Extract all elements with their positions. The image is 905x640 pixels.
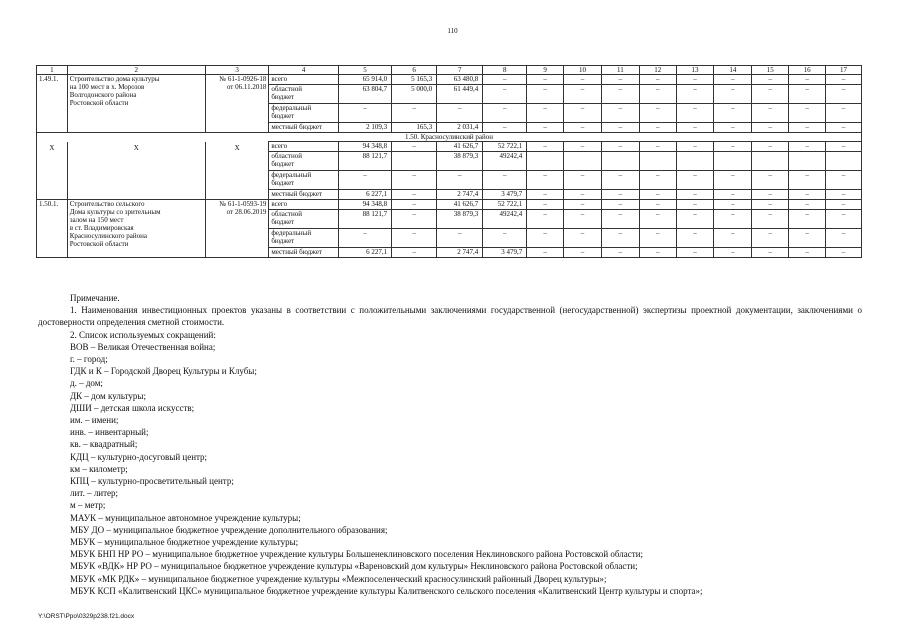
column-header: 17 xyxy=(826,66,862,75)
cell-c16: – xyxy=(789,171,826,190)
cell-c15: – xyxy=(752,75,789,85)
cell-c6: – xyxy=(392,200,437,210)
cell-c14: – xyxy=(714,104,752,123)
cell-c13: – xyxy=(676,85,714,104)
abbreviation-item: ДШИ – детская школа искусств; xyxy=(70,402,195,413)
cell-c12: – xyxy=(639,229,676,248)
cell-c15: – xyxy=(752,123,789,133)
funding-source xyxy=(269,190,339,200)
cell-c11: – xyxy=(601,210,639,229)
funding-source-line: областной xyxy=(271,210,302,218)
cell-c9: – xyxy=(527,85,564,104)
cell-c9: – xyxy=(527,200,564,210)
column-header: 4 xyxy=(269,66,339,75)
cell-c9: – xyxy=(527,75,564,85)
cell-c9: – xyxy=(527,104,564,123)
cell-c8: 52 722,1 xyxy=(483,200,527,210)
cell-c5: 94 348,8 xyxy=(338,142,391,152)
cell-c8: – xyxy=(483,104,527,123)
table-row xyxy=(37,142,862,152)
cell-c15: – xyxy=(752,248,789,258)
abbreviation-item: ВОВ – Великая Отечественная война; xyxy=(70,341,216,352)
abbreviation-item: км – километр; xyxy=(70,463,128,474)
cell-c7: 38 879,3 xyxy=(437,152,483,171)
investment-table xyxy=(36,65,862,258)
cell-c13: – xyxy=(676,171,714,190)
column-header: 1 xyxy=(37,66,68,75)
note-item-2: 2. Список используемых сокращений: xyxy=(70,329,216,340)
column-header: 14 xyxy=(714,66,752,75)
cell-c14 xyxy=(714,152,752,171)
cell-c7: – xyxy=(437,171,483,190)
cell-c9: – xyxy=(527,210,564,229)
cell-c13: – xyxy=(676,75,714,85)
funding-source xyxy=(269,248,339,258)
cell-c5: – xyxy=(338,104,391,123)
cell-c16: – xyxy=(789,123,826,133)
cell-c6 xyxy=(392,152,437,171)
cell-c17: – xyxy=(826,85,862,104)
cell-c6: 165,3 xyxy=(392,123,437,133)
cell-c5: 65 914,0 xyxy=(338,75,391,85)
cell-c17: – xyxy=(826,210,862,229)
abbreviation-item: м – метр; xyxy=(70,500,106,511)
cell-c17: – xyxy=(826,104,862,123)
notes-heading: Примечание. xyxy=(70,293,120,303)
funding-source xyxy=(269,200,339,210)
column-header: 16 xyxy=(789,66,826,75)
cell-c16: – xyxy=(789,229,826,248)
funding-source xyxy=(269,123,339,133)
project-name-line: Дома культуры со зрительным xyxy=(69,208,161,216)
cell-c9 xyxy=(527,152,564,171)
cell-c13: – xyxy=(676,190,714,200)
cell-c13: – xyxy=(676,248,714,258)
cell-c17: – xyxy=(826,171,862,190)
cell-c6: – xyxy=(392,210,437,229)
cell-c8: – xyxy=(483,75,527,85)
cell-c15: – xyxy=(752,190,789,200)
cell-c9: – xyxy=(527,123,564,133)
cell-c17: – xyxy=(826,190,862,200)
cell-c11: – xyxy=(601,171,639,190)
cell-c16: – xyxy=(789,248,826,258)
funding-source-line: областной xyxy=(271,85,302,93)
project-name-line: в ст. Владимировская xyxy=(69,224,134,232)
cell-c17: – xyxy=(826,142,862,152)
cell-c14: – xyxy=(714,85,752,104)
funding-source-line: местный бюджет xyxy=(271,123,323,131)
cell-c17: – xyxy=(826,229,862,248)
cell-c13: – xyxy=(676,104,714,123)
cell-c8: 49242,4 xyxy=(483,152,527,171)
column-header: 6 xyxy=(392,66,437,75)
cell-c16: – xyxy=(789,200,826,210)
cell-c8: 49242,4 xyxy=(483,210,527,229)
cell-c11: – xyxy=(601,229,639,248)
cell-c14: – xyxy=(714,200,752,210)
cell-c12: – xyxy=(639,104,676,123)
funding-source-line: бюджет xyxy=(271,112,295,120)
funding-source-line: всего xyxy=(271,75,288,83)
cell-c9: – xyxy=(527,229,564,248)
cell-c11 xyxy=(601,152,639,171)
abbreviation-item: МБУК «МК РДК» – муниципальное бюджетное учреждение культуры «Межпоселенческий красносулинский районный Дворец культуры»; xyxy=(70,573,607,584)
cell-c10: – xyxy=(564,248,602,258)
abbreviation-item: КДЦ – культурно-досуговый центр; xyxy=(70,451,208,462)
project-name-line: залом на 150 мест xyxy=(69,216,124,224)
cell-c8: 3 479,7 xyxy=(483,190,527,200)
cell-c6: – xyxy=(392,229,437,248)
project-name-line: Ростовской области xyxy=(69,240,129,248)
column-header: 9 xyxy=(527,66,564,75)
cell-c6: – xyxy=(392,142,437,152)
cell-c15: – xyxy=(752,104,789,123)
cell-c17 xyxy=(826,152,862,171)
cell-c6: – xyxy=(392,104,437,123)
cell-c8: – xyxy=(483,123,527,133)
funding-source-line: федеральный xyxy=(271,229,312,237)
funding-source-line: местный бюджет xyxy=(271,190,323,198)
cell-c8: 52 722,1 xyxy=(483,142,527,152)
column-header: 8 xyxy=(483,66,527,75)
project-name-line: на 100 мест в х. Морозов xyxy=(69,83,145,91)
funding-source xyxy=(269,104,339,123)
abbreviation-item: ГДК и К – Городской Дворец Культуры и Клубы; xyxy=(70,366,257,377)
abbreviation-item: лит. – литер; xyxy=(70,488,119,499)
cell-c12: – xyxy=(639,85,676,104)
cell-c13: – xyxy=(676,123,714,133)
funding-source-line: всего xyxy=(271,142,288,150)
cell-c7: 41 626,7 xyxy=(437,200,483,210)
cell-c16: – xyxy=(789,104,826,123)
cell-c10 xyxy=(564,152,602,171)
column-header: 15 xyxy=(752,66,789,75)
abbreviation-item: им. – имени; xyxy=(70,415,119,426)
cell-c8: – xyxy=(483,171,527,190)
abbreviation-item: д. – дом; xyxy=(70,378,103,389)
cell-c10: – xyxy=(564,104,602,123)
funding-source-line: местный бюджет xyxy=(271,248,323,256)
cell-c14: – xyxy=(714,123,752,133)
cell-c5: 94 348,8 xyxy=(338,200,391,210)
cell-c8: – xyxy=(483,85,527,104)
column-header: 2 xyxy=(67,66,205,75)
document-line: от 06.11.2018 xyxy=(226,83,267,91)
cell-c14: – xyxy=(714,75,752,85)
cell-c11: – xyxy=(601,104,639,123)
note-item-1: 1. Наименования инвестиционных проектов указаны в соответствии с положительными заключениями государственной (негосударственной) экспертизы проектной документации, заключениями о достоверности определения сметной стоимости. xyxy=(38,305,862,328)
cell-c10: – xyxy=(564,123,602,133)
cell-c12: – xyxy=(639,190,676,200)
cell-c16: – xyxy=(789,85,826,104)
cell-c12: – xyxy=(639,171,676,190)
cell-c14: – xyxy=(714,142,752,152)
cell-c8: 3 479,7 xyxy=(483,248,527,258)
project-name-line: Красносулинского района xyxy=(69,232,148,240)
abbreviation-item: КПЦ – культурно-просветительный центр; xyxy=(70,476,234,487)
cell-c10: – xyxy=(564,210,602,229)
cell-c15: – xyxy=(752,200,789,210)
cell-c14: – xyxy=(714,229,752,248)
cell-c16: – xyxy=(789,142,826,152)
cell-c16: – xyxy=(789,75,826,85)
cell-c7: 2 747,4 xyxy=(437,190,483,200)
cell-c15: – xyxy=(752,210,789,229)
cell-c15: – xyxy=(752,171,789,190)
cell-c12: – xyxy=(639,142,676,152)
cell-c9: – xyxy=(527,142,564,152)
funding-source xyxy=(269,85,339,104)
column-header: 10 xyxy=(564,66,602,75)
cell-c12 xyxy=(639,152,676,171)
column-number-row xyxy=(37,66,862,75)
expertise-document xyxy=(205,200,268,258)
project-name-line: Строительство дома культуры xyxy=(69,75,160,83)
cell-c17: – xyxy=(826,123,862,133)
funding-source xyxy=(269,152,339,171)
abbreviation-item: г. – город; xyxy=(70,354,108,365)
cell-c10: – xyxy=(564,142,602,152)
project-name-line: Строительство сельского xyxy=(69,200,145,208)
x-marker: Х xyxy=(205,142,268,200)
document-line: № 61-1-0926-18 xyxy=(219,75,267,83)
funding-source xyxy=(269,210,339,229)
cell-c12: – xyxy=(639,123,676,133)
document-line: № 61-1-0593-19 xyxy=(219,200,267,208)
funding-source xyxy=(269,75,339,85)
cell-c12: – xyxy=(639,248,676,258)
cell-c6: 5 165,3 xyxy=(392,75,437,85)
project-name-line: Волгодонского района xyxy=(69,91,137,99)
abbreviation-item: кв. – квадратный; xyxy=(70,439,138,450)
project-name xyxy=(67,200,205,258)
funding-source xyxy=(269,142,339,152)
cell-c7: – xyxy=(437,229,483,248)
column-header: 12 xyxy=(639,66,676,75)
cell-c5: 63 804,7 xyxy=(338,85,391,104)
cell-c11: – xyxy=(601,75,639,85)
cell-c5: 6 227,1 xyxy=(338,248,391,258)
cell-c15: – xyxy=(752,229,789,248)
cell-c16: – xyxy=(789,190,826,200)
column-header: 3 xyxy=(205,66,268,75)
column-header: 11 xyxy=(601,66,639,75)
cell-c15: – xyxy=(752,142,789,152)
cell-c5: – xyxy=(338,171,391,190)
abbreviation-item: МБУК КСП «Калитвенский ЦКС» муниципальное бюджетное учреждение культуры Калитвенского сельского поселения «Калитвенский Центр культуры и спорта»; xyxy=(70,585,703,596)
column-header: 13 xyxy=(676,66,714,75)
cell-c13: – xyxy=(676,229,714,248)
project-number: 1.50.1. xyxy=(37,200,68,258)
cell-c13: – xyxy=(676,210,714,229)
project-name xyxy=(67,75,205,133)
cell-c14: – xyxy=(714,171,752,190)
cell-c14: – xyxy=(714,248,752,258)
project-number: 1.49.1. xyxy=(37,75,68,133)
cell-c7: 2 747,4 xyxy=(437,248,483,258)
cell-c7: 63 480,8 xyxy=(437,75,483,85)
cell-c7: 38 879,3 xyxy=(437,210,483,229)
cell-c13 xyxy=(676,152,714,171)
cell-c7: 61 449,4 xyxy=(437,85,483,104)
cell-c7: – xyxy=(437,104,483,123)
cell-c15 xyxy=(752,152,789,171)
funding-source-line: бюджет xyxy=(271,93,295,101)
funding-source xyxy=(269,171,339,190)
cell-c5: 2 109,3 xyxy=(338,123,391,133)
abbreviation-item: МБУК БНП НР РО – муниципальное бюджетное учреждение культуры Большенеклиновского поселения Неклиновского района Ростовской области; xyxy=(70,549,644,560)
funding-source-line: бюджет xyxy=(271,218,295,226)
cell-c16: – xyxy=(789,210,826,229)
cell-c6: – xyxy=(392,190,437,200)
cell-c7: 2 031,4 xyxy=(437,123,483,133)
cell-c5: – xyxy=(338,229,391,248)
file-path-footer: Y:\ORST\Ppo\0329p238.f21.docx xyxy=(38,613,135,620)
table-row xyxy=(37,200,862,210)
table-body xyxy=(37,66,862,258)
cell-c13: – xyxy=(676,200,714,210)
abbreviation-item: МАУК – муниципальное автономное учреждение культуры; xyxy=(70,512,301,523)
abbreviation-item: инв. – инвентарный; xyxy=(70,427,149,438)
page-number: 110 xyxy=(447,27,458,35)
funding-source-line: всего xyxy=(271,200,288,208)
cell-c9: – xyxy=(527,171,564,190)
funding-source-line: бюджет xyxy=(271,160,295,168)
cell-c10: – xyxy=(564,85,602,104)
cell-c17: – xyxy=(826,75,862,85)
cell-c12: – xyxy=(639,210,676,229)
cell-c10: – xyxy=(564,171,602,190)
cell-c6: – xyxy=(392,248,437,258)
funding-source-line: областной xyxy=(271,152,302,160)
cell-c5: 88 121,7 xyxy=(338,210,391,229)
table-row xyxy=(37,75,862,85)
cell-c12: – xyxy=(639,200,676,210)
funding-source-line: бюджет xyxy=(271,179,295,187)
cell-c7: 41 626,7 xyxy=(437,142,483,152)
document-line: от 28.06.2019 xyxy=(226,208,267,216)
cell-c5: 6 227,1 xyxy=(338,190,391,200)
column-header: 5 xyxy=(338,66,391,75)
cell-c10: – xyxy=(564,200,602,210)
abbreviation-item: ДК – дом культуры; xyxy=(70,390,146,401)
cell-c8: – xyxy=(483,229,527,248)
cell-c10: – xyxy=(564,190,602,200)
x-marker: Х xyxy=(67,142,205,200)
abbreviation-item: МБУК «ВДК» НР РО – муниципальное бюджетное учреждение культуры «Вареновский дом культуры» Неклиновского района Ростовской области; xyxy=(70,561,638,572)
abbreviations-list xyxy=(38,341,862,597)
cell-c6: 5 000,0 xyxy=(392,85,437,104)
funding-source xyxy=(269,229,339,248)
expertise-document xyxy=(205,75,268,133)
x-marker: Х xyxy=(37,142,68,200)
cell-c14: – xyxy=(714,190,752,200)
cell-c6: – xyxy=(392,171,437,190)
cell-c14: – xyxy=(714,210,752,229)
cell-c11: – xyxy=(601,200,639,210)
cell-c15: – xyxy=(752,85,789,104)
section-row xyxy=(37,133,862,142)
cell-c17: – xyxy=(826,200,862,210)
abbreviation-item: МБУ ДО – муниципальное бюджетное учреждение дополнительного образования; xyxy=(70,524,388,535)
column-header: 7 xyxy=(437,66,483,75)
funding-source-line: федеральный xyxy=(271,104,312,112)
cell-c10: – xyxy=(564,229,602,248)
cell-c11: – xyxy=(601,190,639,200)
cell-c16 xyxy=(789,152,826,171)
cell-c11: – xyxy=(601,123,639,133)
funding-source-line: федеральный xyxy=(271,171,312,179)
cell-c9: – xyxy=(527,248,564,258)
notes-section xyxy=(38,292,862,597)
cell-c11: – xyxy=(601,248,639,258)
cell-c12: – xyxy=(639,75,676,85)
cell-c11: – xyxy=(601,85,639,104)
cell-c13: – xyxy=(676,142,714,152)
cell-c10: – xyxy=(564,75,602,85)
cell-c9: – xyxy=(527,190,564,200)
funding-source-line: бюджет xyxy=(271,237,295,245)
cell-c5: 88 121,7 xyxy=(338,152,391,171)
section-title: 1.50. Красносулинский район xyxy=(37,133,862,142)
project-name-line: Ростовской области xyxy=(69,99,129,107)
cell-c17: – xyxy=(826,248,862,258)
cell-c11: – xyxy=(601,142,639,152)
abbreviation-item: МБУК – муниципальное бюджетное учреждение культуры; xyxy=(70,537,299,548)
